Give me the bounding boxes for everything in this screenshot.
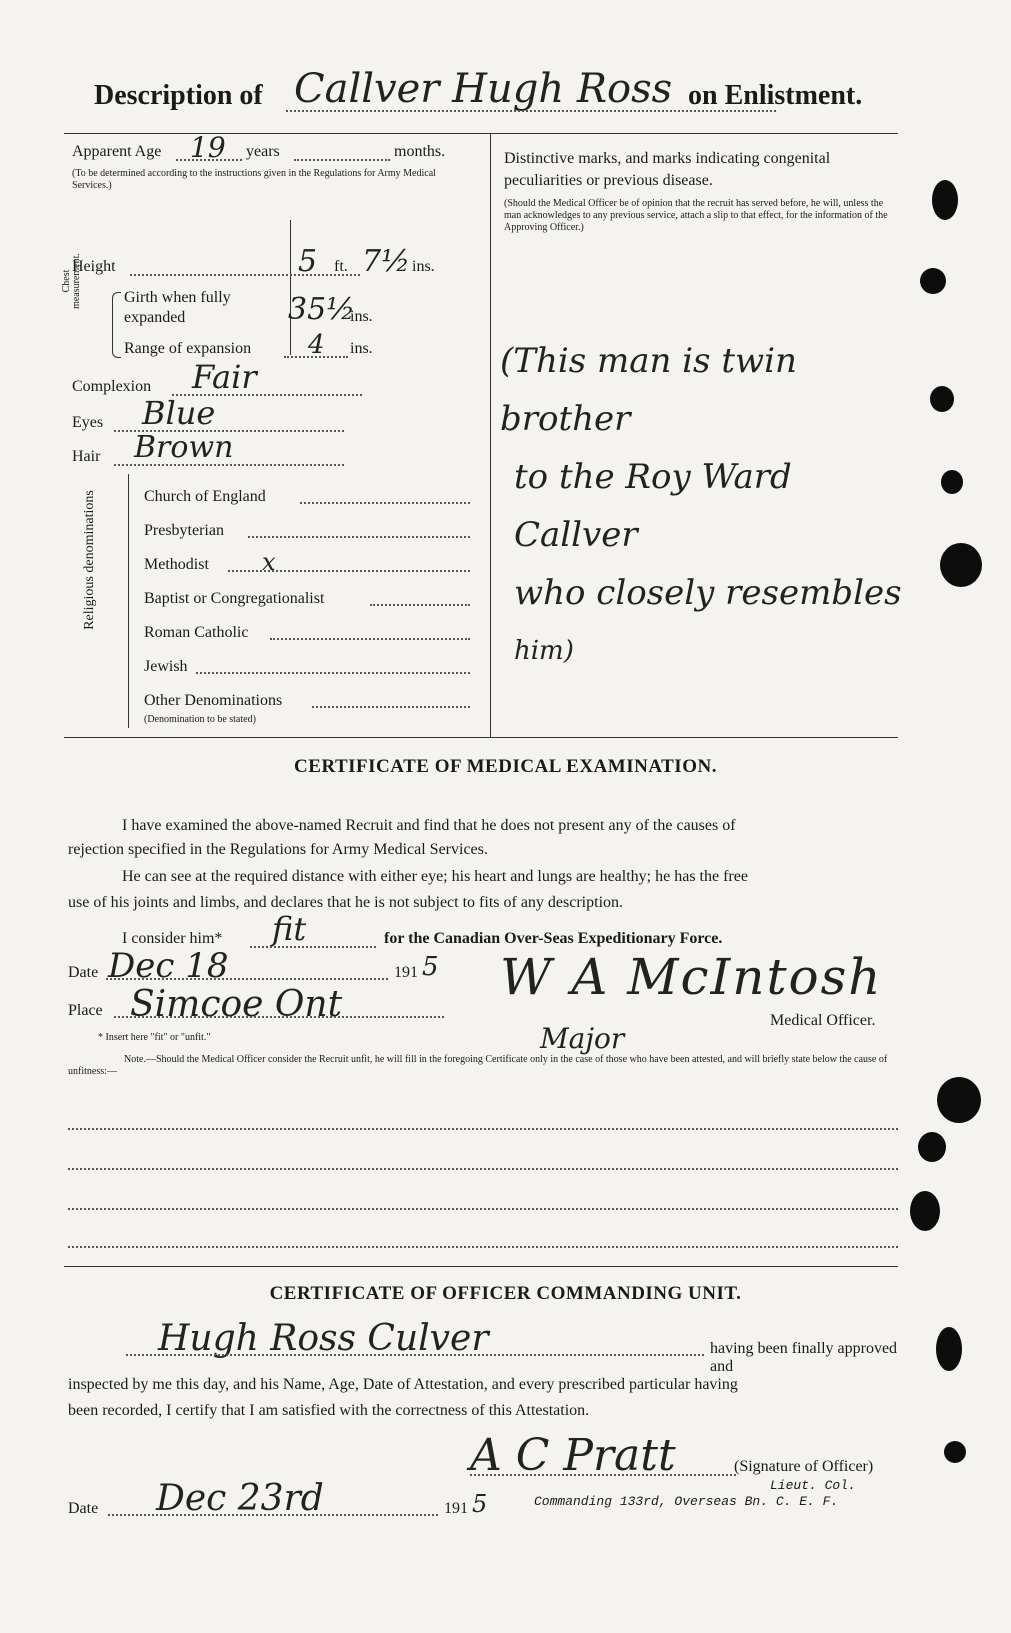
range-label: Range of expansion <box>124 340 252 357</box>
fit-value: fit <box>272 910 307 948</box>
religion-dots <box>370 604 470 606</box>
hair-label: Hair <box>72 448 101 465</box>
girth-ins-label: ins. <box>350 308 373 325</box>
punch-hole <box>910 1191 940 1231</box>
religious-denominations-label <box>82 460 98 660</box>
religion-dots <box>300 502 470 504</box>
reason-line-1 <box>68 1128 898 1130</box>
medical-certificate-title: CERTIFICATE OF MEDICAL EXAMINATION. <box>294 756 717 777</box>
punch-hole <box>918 1132 946 1162</box>
range-dots <box>284 356 348 358</box>
medical-place-row <box>68 984 488 1026</box>
religion-label: Jewish <box>144 658 188 675</box>
place-label: Place <box>68 1002 103 1019</box>
punch-hole <box>936 1327 962 1371</box>
date-label: Date <box>68 964 99 981</box>
religion-label: Presbyterian <box>144 522 224 539</box>
recruit-name: Callver Hugh Ross <box>294 66 673 112</box>
date-value: Dec 18 <box>108 946 229 986</box>
religion-church-of-england <box>144 488 474 506</box>
ft-label: ft. <box>334 258 348 275</box>
commanding-date-dots <box>108 1514 438 1516</box>
range-value: 4 <box>308 330 325 360</box>
place-value: Simcoe Ont <box>130 984 343 1025</box>
stamp-unit: Commanding 133rd, Overseas Bn. C. E. F. <box>534 1494 839 1509</box>
punch-hole <box>930 386 954 412</box>
height-in-value: 7½ <box>362 244 411 279</box>
commanding-certificate-title: CERTIFICATE OF OFFICER COMMANDING UNIT. <box>269 1283 742 1304</box>
reason-line-2 <box>68 1168 898 1170</box>
for-force-label: for the Canadian Over-Seas Expeditionary Force. <box>384 930 723 947</box>
commanding-date-row <box>68 1478 588 1519</box>
ins-label: ins. <box>412 258 435 275</box>
apparent-age-label: Apparent Age <box>72 143 162 160</box>
eyes-value: Blue <box>142 394 216 432</box>
punch-hole <box>941 470 963 494</box>
description-bottom-rule <box>64 737 898 738</box>
chest-measurement-label: Chest measurement. <box>61 253 82 309</box>
fit-dots <box>250 946 376 948</box>
religion-label: Other Denominations <box>144 692 283 709</box>
approved-label: having been finally approved and <box>710 1340 898 1375</box>
commanding-name-dots <box>126 1354 704 1356</box>
eyes-label: Eyes <box>72 414 104 431</box>
description-of-label: Description of <box>94 80 263 111</box>
commanding-line-2: inspected by me this day, and his Name, Age, Date of Attestation, and every prescribed particular having <box>68 1376 738 1393</box>
punch-hole <box>937 1077 981 1123</box>
commanding-date-label: Date <box>68 1500 99 1517</box>
years-label: years <box>246 143 280 160</box>
commanding-year-label: 191 <box>444 1500 468 1517</box>
complexion-label: Complexion <box>72 378 152 395</box>
months-label: months. <box>394 143 446 160</box>
on-enlistment-label: on Enlistment. <box>688 80 863 111</box>
age-dots <box>176 159 242 161</box>
religion-label: Roman Catholic <box>144 624 249 641</box>
religion-dots <box>228 570 470 572</box>
year-label: 191 <box>394 964 418 981</box>
note-line: to the Roy Ward Callver <box>514 457 792 555</box>
commanding-name-row <box>68 1318 898 1375</box>
religion-baptist <box>144 590 474 608</box>
chest-brace <box>112 292 121 358</box>
punch-hole <box>940 543 982 587</box>
paragraph-line: use of his joints and limbs, and declares that he is not subject to fits of any description. <box>68 894 624 911</box>
religion-label: Baptist or Congregationalist <box>144 590 325 607</box>
date-dots <box>106 978 388 980</box>
punch-hole <box>920 268 946 294</box>
religion-jewish <box>144 658 474 676</box>
medical-bottom-rule <box>64 1266 898 1267</box>
insert-note: * Insert here "fit" or "unfit." <box>98 1032 211 1043</box>
medical-paragraph-1 <box>68 814 898 862</box>
months-dots <box>294 159 390 161</box>
religion-dots <box>196 672 470 674</box>
medical-officer-label: Medical Officer. <box>770 1012 876 1029</box>
range-ins-label: ins. <box>350 340 373 357</box>
religion-dots <box>248 536 470 538</box>
medical-date-row <box>68 946 488 988</box>
girth-value: 35½ <box>288 292 356 327</box>
distinctive-note: (Should the Medical Officer be of opinion that the recruit has served before, he will, unless the man acknowledges to any previous service, attach a slip to that effect, for the information of the Approving Officer.) <box>504 198 888 233</box>
religion-label: Methodist <box>144 556 209 573</box>
note-line: (This man is twin brother <box>500 341 797 439</box>
place-dots <box>114 1016 444 1018</box>
height-label: Height <box>72 258 116 275</box>
height-row <box>72 244 482 282</box>
paragraph-line: He can see at the required distance with either eye; his heart and lungs are healthy; he has the free <box>122 868 748 885</box>
height-dots <box>130 274 360 276</box>
commanding-date-value: Dec 23rd <box>156 1478 324 1519</box>
religion-dots <box>270 638 470 640</box>
signature-dots <box>470 1474 736 1476</box>
commanding-recruit-name: Hugh Ross Culver <box>158 1318 489 1359</box>
consider-label: I consider him* <box>122 930 223 947</box>
stamp-rank: Lieut. Col. <box>770 1478 856 1493</box>
reason-line-4 <box>68 1246 898 1248</box>
age-note: (To be determined according to the instructions given in the Regulations for Army Medical Services.) <box>72 168 436 191</box>
reason-line-3 <box>68 1208 898 1210</box>
distinctive-marks-label: Distinctive marks, and marks indicating congenital peculiarities or previous disease. <box>504 150 831 189</box>
column-divider <box>490 133 491 737</box>
header <box>94 66 894 126</box>
age-value: 19 <box>190 131 226 164</box>
paragraph-line: rejection specified in the Regulations for Army Medical Services. <box>68 841 488 858</box>
commanding-line-3: been recorded, I certify that I am satisfied with the correctness of this Attestation. <box>68 1402 590 1419</box>
commanding-officer-signature: A C Pratt <box>470 1430 676 1481</box>
punch-hole <box>944 1441 966 1463</box>
religion-roman-catholic <box>144 624 474 642</box>
hair-row <box>72 430 482 468</box>
range-row <box>124 330 484 362</box>
hair-dots <box>114 464 344 466</box>
medical-paragraph-2 <box>68 864 898 916</box>
girth-label: Girth when fully expanded <box>124 289 231 326</box>
girth-row <box>124 288 484 332</box>
religion-methodist <box>144 548 474 576</box>
medical-officer-signature: W A McIntosh <box>500 948 883 1006</box>
signature-of-officer-label: (Signature of Officer) <box>734 1458 874 1475</box>
note-line: who closely resembles <box>514 573 902 613</box>
religion-bracket <box>128 474 129 728</box>
religious-denominations-text: Religious denominations <box>82 490 97 630</box>
religion-presbyterian <box>144 522 474 540</box>
paragraph-line: I have examined the above-named Recruit and find that he does not present any of the causes of <box>122 817 736 834</box>
complexion-row <box>72 358 482 398</box>
year-value: 5 <box>422 952 439 982</box>
note-line: him) <box>514 636 574 666</box>
commanding-year-value: 5 <box>472 1490 488 1518</box>
denomination-note: (Denomination to be stated) <box>144 714 256 725</box>
height-ft-value: 5 <box>298 244 318 279</box>
complexion-value: Fair <box>192 358 257 396</box>
hair-value: Brown <box>134 430 234 465</box>
methodist-mark: x <box>262 548 276 576</box>
medical-officer-rank: Major <box>540 1022 625 1055</box>
punch-hole <box>932 180 958 220</box>
religion-label: Church of England <box>144 488 266 505</box>
religion-dots <box>312 706 470 708</box>
handwritten-note <box>500 332 920 680</box>
unfit-note: Note.—Should the Medical Officer consider the Recruit unfit, he will fill in the foregoing Certificate only in the case of those who have been attested, and will briefly state below the cause of unfitness:— <box>68 1054 888 1077</box>
religion-other <box>144 692 474 710</box>
apparent-age-row <box>72 131 482 165</box>
